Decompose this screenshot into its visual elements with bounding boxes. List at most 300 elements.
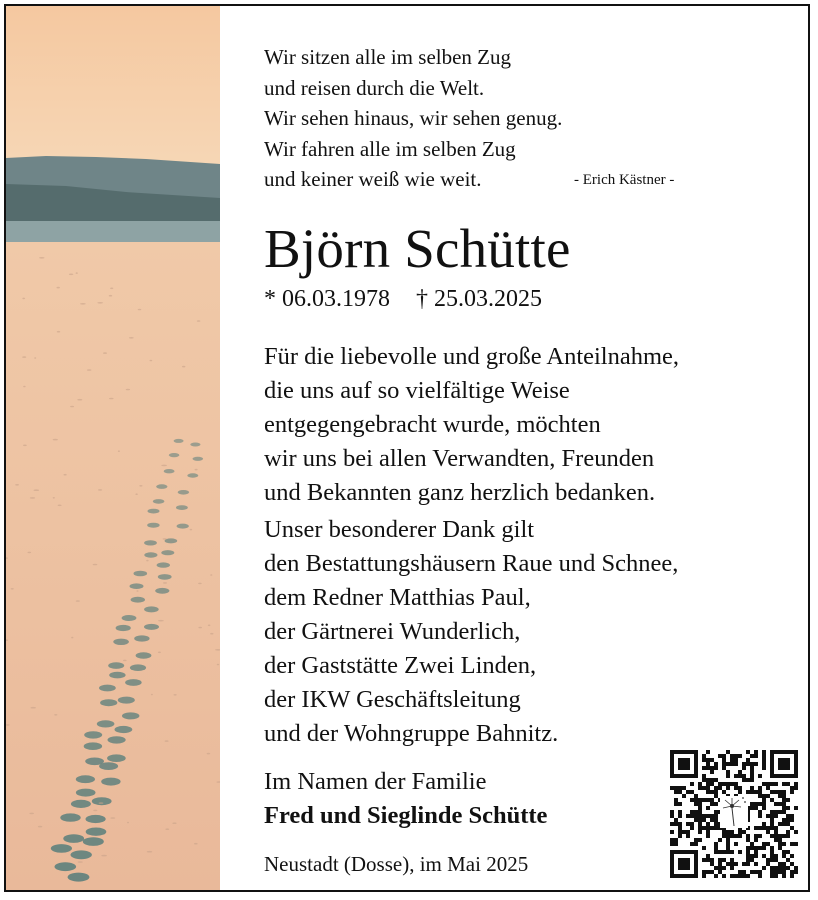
sand-ripple (31, 707, 36, 709)
footprint (55, 862, 77, 871)
qr-module (766, 830, 770, 834)
qr-module (786, 822, 790, 826)
qr-module (742, 762, 746, 766)
qr-module (750, 790, 754, 794)
footprint (176, 505, 188, 510)
qr-module (754, 850, 758, 854)
sand-ripple (174, 694, 177, 696)
sand-ripple (53, 439, 58, 441)
thanks-line: die uns auf so vielfältige Weise (264, 377, 570, 404)
qr-module (778, 862, 782, 866)
qr-module (674, 838, 678, 842)
sand-ripple (165, 740, 169, 742)
qr-module (742, 862, 746, 866)
qr-module (746, 762, 750, 766)
qr-module (706, 814, 710, 818)
qr-module (726, 834, 730, 838)
qr-module (734, 762, 738, 766)
qr-module (682, 794, 686, 798)
qr-module (694, 838, 698, 842)
qr-module (698, 822, 702, 826)
footprint (76, 789, 96, 797)
qr-module (718, 870, 722, 874)
qr-module (710, 766, 714, 770)
sand-ripple (207, 753, 211, 755)
qr-module (754, 790, 758, 794)
qr-module (670, 838, 674, 842)
qr-module (750, 762, 754, 766)
qr-module (706, 806, 710, 810)
qr-module (766, 858, 770, 862)
qr-module (706, 798, 710, 802)
thanks-paragraph (264, 340, 784, 510)
sand-ripple (197, 320, 201, 322)
qr-module (678, 830, 682, 834)
qr-module (730, 862, 734, 866)
qr-module (782, 794, 786, 798)
qr-module (786, 806, 790, 810)
qr-module (762, 822, 766, 826)
sand-ripple (139, 485, 142, 487)
footprint (86, 828, 107, 836)
qr-module (670, 822, 674, 826)
qr-module (714, 762, 718, 766)
qr-module (766, 862, 770, 866)
sand-ripple (28, 552, 32, 554)
qr-module (742, 778, 746, 782)
qr-module (694, 842, 698, 846)
qr-module (770, 846, 774, 850)
qr-module (774, 866, 778, 870)
qr-module (670, 814, 674, 818)
qr-module (782, 854, 786, 858)
birth-date: * 06.03.1978 (264, 286, 390, 312)
qr-module (754, 862, 758, 866)
qr-module (770, 814, 774, 818)
qr-module (762, 802, 766, 806)
qr-module (770, 790, 774, 794)
qr-module (774, 870, 778, 874)
qr-module (762, 846, 766, 850)
sand-ripple (57, 287, 60, 289)
qr-module (690, 782, 694, 786)
qr-module (782, 842, 786, 846)
qr-module (710, 778, 714, 782)
qr-module (690, 810, 694, 814)
qr-module (706, 822, 710, 826)
qr-module (782, 850, 786, 854)
sand-ripple (76, 600, 80, 602)
footprint (148, 509, 160, 514)
qr-module (698, 782, 702, 786)
sand-ripple (38, 826, 42, 828)
qr-module (750, 842, 754, 846)
sand-ripple (217, 664, 220, 666)
sand-ripple (147, 851, 152, 853)
qr-module (702, 758, 706, 762)
qr-module (730, 762, 734, 766)
qr-module (778, 794, 782, 798)
qr-module (766, 786, 770, 790)
footprint (144, 552, 157, 557)
qr-module (706, 858, 710, 862)
footprint (108, 736, 126, 743)
sand-ripple (182, 366, 185, 368)
qr-module (714, 826, 718, 830)
qr-module (690, 798, 694, 802)
qr-module (794, 870, 798, 874)
qr-module (738, 770, 742, 774)
footprint (156, 484, 167, 489)
qr-module (770, 874, 774, 878)
life-dates (264, 286, 542, 313)
qr-module (710, 814, 714, 818)
qr-module (722, 790, 726, 794)
qr-module (698, 814, 702, 818)
qr-module (754, 806, 758, 810)
qr-module (698, 806, 702, 810)
qr-module (734, 786, 738, 790)
qr-module (718, 754, 722, 758)
qr-module (786, 798, 790, 802)
sand-ripple (126, 389, 130, 391)
qr-module (766, 782, 770, 786)
qr-module (674, 802, 678, 806)
qr-module (750, 754, 754, 758)
qr-module (742, 874, 746, 878)
sand-ripple (165, 828, 169, 830)
qr-module (714, 790, 718, 794)
qr-module (690, 822, 694, 826)
qr-module (790, 826, 794, 830)
qr-module (678, 834, 682, 838)
qr-module (786, 850, 790, 854)
qr-module (678, 822, 682, 826)
qr-module (750, 802, 754, 806)
qr-module (698, 838, 702, 842)
footprint (113, 639, 129, 645)
qr-module (706, 786, 710, 790)
sand-ripple (97, 302, 103, 304)
qr-module (786, 834, 790, 838)
qr-module (706, 854, 710, 858)
obituary-card (4, 4, 810, 892)
qr-module (670, 830, 674, 834)
qr-module (722, 762, 726, 766)
qr-module (754, 854, 758, 858)
qr-module (762, 762, 766, 766)
qr-module (746, 838, 750, 842)
qr-module (706, 766, 710, 770)
qr-module (794, 806, 798, 810)
qr-module (702, 826, 706, 830)
sand-ripple (163, 582, 167, 584)
qr-module (762, 754, 766, 758)
qr-module (734, 758, 738, 762)
qr-module (746, 846, 750, 850)
qr-module (754, 870, 758, 874)
qr-module (698, 786, 702, 790)
qr-module (746, 758, 750, 762)
qr-code-svg (670, 750, 798, 878)
qr-module (722, 830, 726, 834)
sand-ripple (71, 637, 73, 639)
sand-ripple (22, 356, 26, 358)
footprint (84, 731, 102, 738)
qr-module (686, 822, 690, 826)
qr-module (746, 790, 750, 794)
thanks-line: Für die liebevolle und große Anteilnahme, (264, 343, 680, 370)
qr-module (762, 806, 766, 810)
poem-line: Wir sehen hinaus, wir sehen genug. (264, 106, 563, 130)
qr-module (754, 754, 758, 758)
qr-module (758, 814, 762, 818)
qr-module (698, 830, 702, 834)
footprint (158, 574, 172, 580)
qr-module (718, 866, 722, 870)
qr-module (734, 862, 738, 866)
poem-author: - Erich Kästner - (574, 172, 675, 188)
qr-module (786, 830, 790, 834)
qr-module (746, 834, 750, 838)
qr-module (786, 782, 790, 786)
qr-module (758, 826, 762, 830)
qr-module (790, 870, 794, 874)
footprint (115, 726, 133, 733)
qr-module (702, 766, 706, 770)
footprint (164, 469, 175, 473)
qr-module (746, 750, 750, 754)
sand-ripple (127, 822, 129, 824)
sand-ripple (161, 465, 167, 467)
qr-module (762, 826, 766, 830)
qr-module (702, 858, 706, 862)
sand-ripple (53, 497, 55, 499)
qr-module (754, 762, 758, 766)
qr-module (766, 842, 770, 846)
qr-module (734, 834, 738, 838)
qr-module (786, 866, 790, 870)
sand-ripple (138, 309, 142, 311)
qr-module (726, 842, 730, 846)
qr-module (734, 774, 738, 778)
special-thanks-line: dem Redner Matthias Paul, (264, 584, 531, 611)
qr-module (742, 774, 746, 778)
qr-module (750, 846, 754, 850)
qr-module (790, 790, 794, 794)
qr-module (774, 858, 778, 862)
qr-module (694, 802, 698, 806)
dandelion-icon (720, 796, 748, 828)
qr-module (678, 810, 682, 814)
sand-ripple (195, 469, 198, 471)
qr-module (730, 850, 734, 854)
qr-module (674, 786, 678, 790)
sand-ripple (99, 802, 104, 804)
special-thanks-line: der IKW Geschäftsleitung (264, 686, 521, 713)
qr-module (722, 834, 726, 838)
qr-module (682, 786, 686, 790)
qr-module (750, 858, 754, 862)
footprint (76, 775, 95, 783)
sand-ripple (163, 538, 167, 540)
qr-module (718, 850, 722, 854)
qr-module (726, 846, 730, 850)
qr-module (722, 874, 726, 878)
special-thanks-line: und der Wohngruppe Bahnitz. (264, 720, 559, 747)
qr-module (730, 858, 734, 862)
water (6, 221, 220, 243)
footprint (60, 813, 80, 821)
qr-module (690, 842, 694, 846)
footprint (147, 523, 159, 528)
qr-module (690, 790, 694, 794)
footprint (187, 473, 198, 477)
sand-ripple (77, 399, 82, 401)
sand-ripple (11, 588, 14, 590)
qr-module (722, 766, 726, 770)
qr-finder-top-left (670, 750, 698, 778)
qr-module (758, 870, 762, 874)
sand-ripple (34, 357, 36, 359)
sand-ripple (87, 369, 92, 371)
qr-module (738, 786, 742, 790)
sand-ripple (210, 574, 212, 576)
sand-ripple (172, 822, 176, 824)
sand-ripple (39, 257, 44, 259)
special-thanks-line: den Bestattungshäusern Raue und Schnee, (264, 550, 679, 577)
footprint (125, 679, 142, 686)
qr-module (782, 862, 786, 866)
qr-module (754, 846, 758, 850)
sand (6, 242, 220, 890)
qr-module (706, 834, 710, 838)
qr-module (698, 818, 702, 822)
qr-module (730, 866, 734, 870)
qr-module (702, 798, 706, 802)
qr-module (722, 782, 726, 786)
qr-module (702, 778, 706, 782)
qr-module (702, 818, 706, 822)
footprint (122, 615, 137, 621)
qr-module (754, 826, 758, 830)
qr-module (774, 854, 778, 858)
sand-ripple (23, 386, 26, 388)
sand-ripple (70, 406, 74, 408)
footprint (122, 712, 139, 719)
qr-module (678, 814, 682, 818)
sand-ripple (29, 813, 34, 815)
footprint (131, 597, 145, 603)
qr-module (678, 786, 682, 790)
qr-module (774, 826, 778, 830)
death-date: † 25.03.2025 (416, 286, 542, 312)
sand-ripple (109, 295, 112, 297)
qr-module (762, 866, 766, 870)
qr-module (678, 802, 682, 806)
qr-module (670, 842, 674, 846)
footprint (116, 625, 131, 631)
sand-ripple (64, 474, 67, 476)
qr-module (706, 826, 710, 830)
qr-module (722, 758, 726, 762)
sand-ripple (58, 505, 62, 507)
qr-module (778, 810, 782, 814)
qr-module (726, 850, 730, 854)
sand-ripple (6, 724, 10, 726)
qr-module (694, 814, 698, 818)
footprint (130, 664, 146, 671)
qr-module (782, 798, 786, 802)
qr-module (762, 766, 766, 770)
sand-ripple (22, 298, 25, 300)
sand-ripple (118, 450, 120, 452)
footprint (193, 457, 204, 461)
qr-module (750, 870, 754, 874)
qr-module (698, 810, 702, 814)
qr-module (746, 862, 750, 866)
qr-module (710, 870, 714, 874)
qr-module (758, 786, 762, 790)
qr-module (762, 750, 766, 754)
qr-module (690, 826, 694, 830)
sand-ripple (76, 272, 78, 274)
qr-code-icon[interactable] (670, 750, 798, 878)
footprint (99, 762, 118, 770)
qr-module (726, 838, 730, 842)
qr-module (726, 770, 730, 774)
qr-module (778, 838, 782, 842)
qr-module (706, 778, 710, 782)
qr-module (770, 870, 774, 874)
sand-ripple (15, 484, 19, 486)
qr-module (674, 790, 678, 794)
qr-module (782, 834, 786, 838)
sand-ripple (30, 497, 35, 499)
qr-module (686, 834, 690, 838)
sand-ripple (194, 843, 198, 845)
sand-ripple (136, 590, 138, 592)
qr-module (686, 830, 690, 834)
footprint (178, 490, 189, 495)
footprint (97, 720, 115, 727)
qr-module (778, 866, 782, 870)
qr-module (770, 810, 774, 814)
sand-ripple (103, 352, 107, 354)
qr-module (698, 798, 702, 802)
qr-module (726, 830, 730, 834)
signature-block (264, 765, 547, 833)
qr-module (766, 794, 770, 798)
qr-module (730, 874, 734, 878)
qr-module (730, 758, 734, 762)
qr-module (726, 774, 730, 778)
qr-module (706, 750, 710, 754)
qr-module (714, 766, 718, 770)
footprint (51, 844, 72, 853)
qr-module (706, 830, 710, 834)
qr-module (770, 826, 774, 830)
qr-module (702, 774, 706, 778)
qr-module (742, 830, 746, 834)
qr-module (710, 826, 714, 830)
footprint (99, 685, 116, 692)
footprint (134, 635, 149, 641)
qr-module (686, 814, 690, 818)
qr-module (778, 842, 782, 846)
sand-ripple (135, 493, 137, 495)
qr-module (770, 834, 774, 838)
